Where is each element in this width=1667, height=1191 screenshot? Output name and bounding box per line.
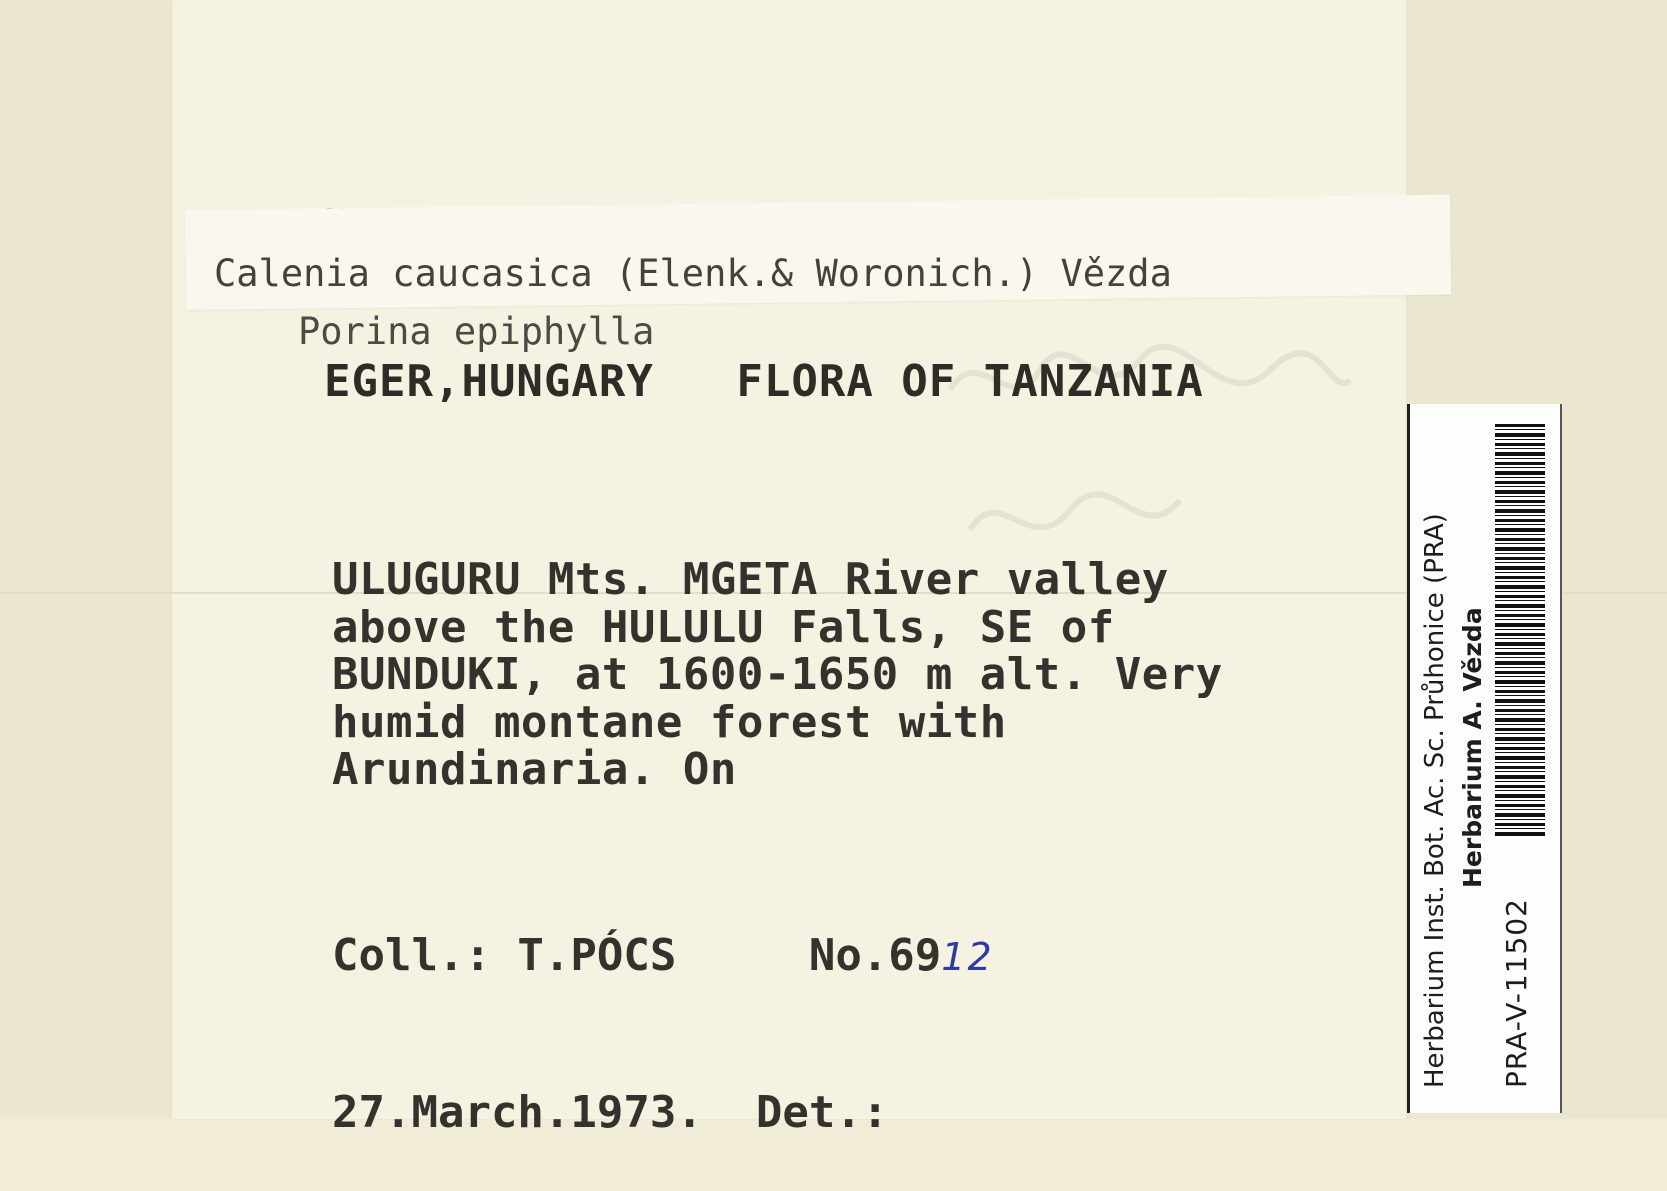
locality-line: above the HULULU Falls, SE of bbox=[332, 601, 1115, 653]
determiner-field: Det.: bbox=[755, 1087, 889, 1138]
locality-line: BUNDUKI, at 1600-1650 m alt. Very bbox=[332, 649, 1223, 700]
collector: Coll.: T.PÓCS bbox=[332, 930, 677, 981]
collector-row bbox=[332, 930, 994, 983]
determination-name: Calenia caucasica (Elenk.& Woronich.) Vězda bbox=[214, 252, 1172, 295]
locality-description bbox=[332, 556, 1223, 794]
stamp-specimen-id: PRA-V-11502 bbox=[1500, 898, 1533, 1088]
stamp-collection: Herbarium A. Vězda bbox=[1458, 607, 1487, 888]
determination-synonym: Porina epiphylla bbox=[298, 310, 655, 353]
collection-number-handwritten: 12 bbox=[941, 935, 994, 979]
collection-date: 27.March.1973. bbox=[332, 1087, 703, 1138]
collection-number: No.69 bbox=[808, 930, 942, 981]
header-line-flora: EGER,HUNGARY FLORA OF TANZANIA bbox=[324, 356, 1204, 407]
locality-line: Arundinaria. On bbox=[332, 744, 737, 795]
date-row bbox=[332, 1087, 994, 1139]
stamp-institution: Herbarium Inst. Bot. Ac. Sc. Průhonice (PRA) bbox=[1420, 513, 1450, 1088]
locality-line: ULUGURU Mts. MGETA River valley bbox=[332, 554, 1169, 605]
collection-details bbox=[332, 826, 994, 1191]
locality-line: humid montane forest with bbox=[332, 696, 1007, 748]
backing-paper-left bbox=[0, 0, 172, 1119]
barcode-icon bbox=[1495, 424, 1545, 836]
